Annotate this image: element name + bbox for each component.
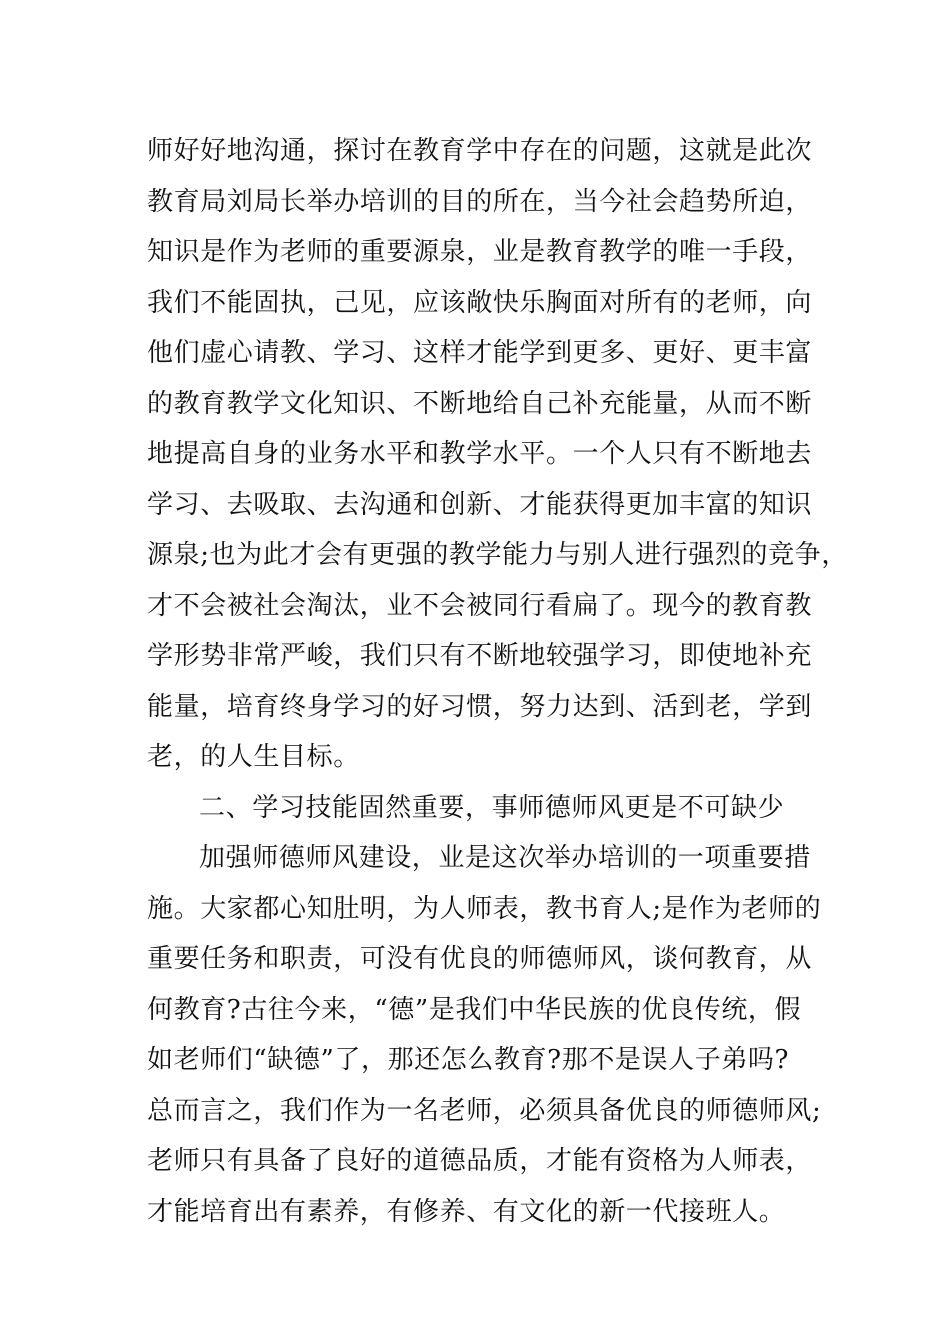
paragraph-first-line: 加强师德师风建设，业是这次举办培训的一项重要措 xyxy=(199,843,811,873)
text-line: 老师只有具备了良好的道德品质，才能有资格为人师表， xyxy=(147,1146,813,1176)
section-heading: 二、学习技能固然重要，事师德师风更是不可缺少 xyxy=(199,792,785,823)
text-line: 才不会被社会淘汰，业不会被同行看扁了。现今的教育教 xyxy=(147,590,813,621)
text-line: 的教育教学文化知识、不断地给自己补充能量，从而不断 xyxy=(147,388,813,419)
text-line: 重要任务和职责，可没有优良的师德师风，谈何教育，从 xyxy=(147,944,813,974)
text-line: 总而言之，我们作为一名老师，必须具备优良的师德师风; xyxy=(147,1095,822,1126)
text-line: 老，的人生目标。 xyxy=(147,742,360,772)
text-line: 学习、去吸取、去沟通和创新、才能获得更加丰富的知识 xyxy=(147,489,813,520)
text-line: 能量，培育终身学习的好习惯，努力达到、活到老，学到 xyxy=(147,691,813,722)
text-line: 知识是作为老师的重要源泉，业是教育教学的唯一手段， xyxy=(147,237,813,267)
text-line: 何教育?古往今来，“德”是我们中华民族的优良传统，假 xyxy=(147,994,802,1025)
text-line: 师好好地沟通，探讨在教育学中存在的问题，这就是此次 xyxy=(147,136,813,166)
text-line: 他们虚心请教、学习、这样才能学到更多、更好、更丰富 xyxy=(147,338,813,368)
text-line: 我们不能固执，己见，应该敞快乐胸面对所有的老师，向 xyxy=(147,287,813,318)
text-line: 源泉;也为此才会有更强的教学能力与别人进行强烈的竞争， xyxy=(147,540,848,570)
text-line: 地提高自身的业务水平和教学水平。一个人只有不断地去 xyxy=(147,439,813,469)
text-line: 教育局刘局长举办培训的目的所在，当今社会趋势所迫， xyxy=(147,186,813,217)
text-line: 才能培育出有素养，有修养、有文化的新一代接班人。 xyxy=(147,1196,786,1227)
text-line: 学形势非常严峻，我们只有不断地较强学习，即使地补充 xyxy=(147,641,813,671)
text-line: 如老师们“缺德”了，那还怎么教育?那不是误人子弟吗? xyxy=(147,1045,790,1075)
body-text xyxy=(147,126,847,1237)
text-line: 施。大家都心知肚明，为人师表，教书育人;是作为老师的 xyxy=(147,893,822,924)
